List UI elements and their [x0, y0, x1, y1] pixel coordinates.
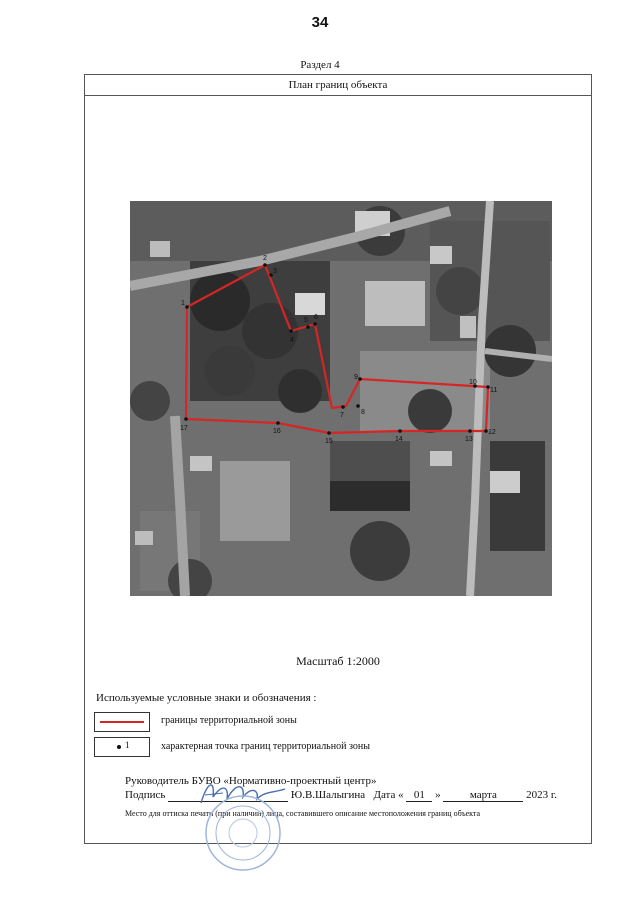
legend-point-sample [94, 737, 150, 757]
boundary-point-label: 10 [469, 379, 477, 386]
boundary-point-label: 5 [304, 317, 308, 324]
signature-line: Подпись Ю.В.Шалыгина Дата « 01 » марта 2023 г. [125, 789, 557, 801]
boundary-point-label: 12 [488, 429, 496, 436]
signatory-organization: Руководитель БУВО «Нормативно-проектный центр» [125, 775, 377, 787]
boundary-point-label: 6 [314, 314, 318, 321]
boundary-point-label: 17 [180, 425, 188, 432]
point-marker-icon [117, 745, 121, 749]
boundary-point-label: 7 [340, 412, 344, 419]
legend-point-label: характерная точка границ территориальной зоны [161, 741, 370, 752]
boundary-point-label: 9 [354, 374, 358, 381]
signature-label: Подпись [125, 789, 166, 801]
stamp-place-note: Место для оттиска печати (при наличии) лица, составившего описание местоположения границ объекта [125, 809, 481, 818]
date-month: марта [443, 789, 523, 802]
boundary-point-label: 11 [490, 387, 498, 394]
date-year: 2023 г. [526, 789, 557, 801]
legend-title: Используемые условные знаки и обозначения : [96, 692, 317, 704]
date-label: Дата « [373, 789, 404, 801]
legend-line-label: границы территориальной зоны [161, 715, 297, 726]
legend-point-number: 1 [125, 740, 130, 750]
boundary-point-label: 8 [361, 409, 365, 416]
boundary-point-label: 3 [273, 268, 277, 275]
legend-line-sample [94, 712, 150, 732]
section-heading: Раздел 4 [300, 59, 340, 71]
signatory-name: Ю.В.Шалыгина [290, 789, 366, 801]
page-number: 34 [311, 14, 329, 31]
boundary-point-label: 1 [181, 300, 185, 307]
organization-stamp [203, 793, 283, 873]
date-day: 01 [406, 789, 432, 802]
boundary-point-label: 13 [465, 436, 473, 443]
boundary-point-label: 2 [263, 255, 267, 262]
boundary-point-label: 14 [395, 436, 403, 443]
plan-title: План границ объекта [85, 75, 591, 96]
red-boundary-line-icon [100, 721, 144, 723]
aerial-map [130, 201, 552, 596]
boundary-point-label: 15 [325, 438, 333, 445]
boundary-point-label: 16 [273, 428, 281, 435]
plan-frame [84, 74, 592, 844]
boundary-point-label: 4 [290, 337, 294, 344]
map-scale: Масштаб 1:2000 [296, 654, 380, 668]
